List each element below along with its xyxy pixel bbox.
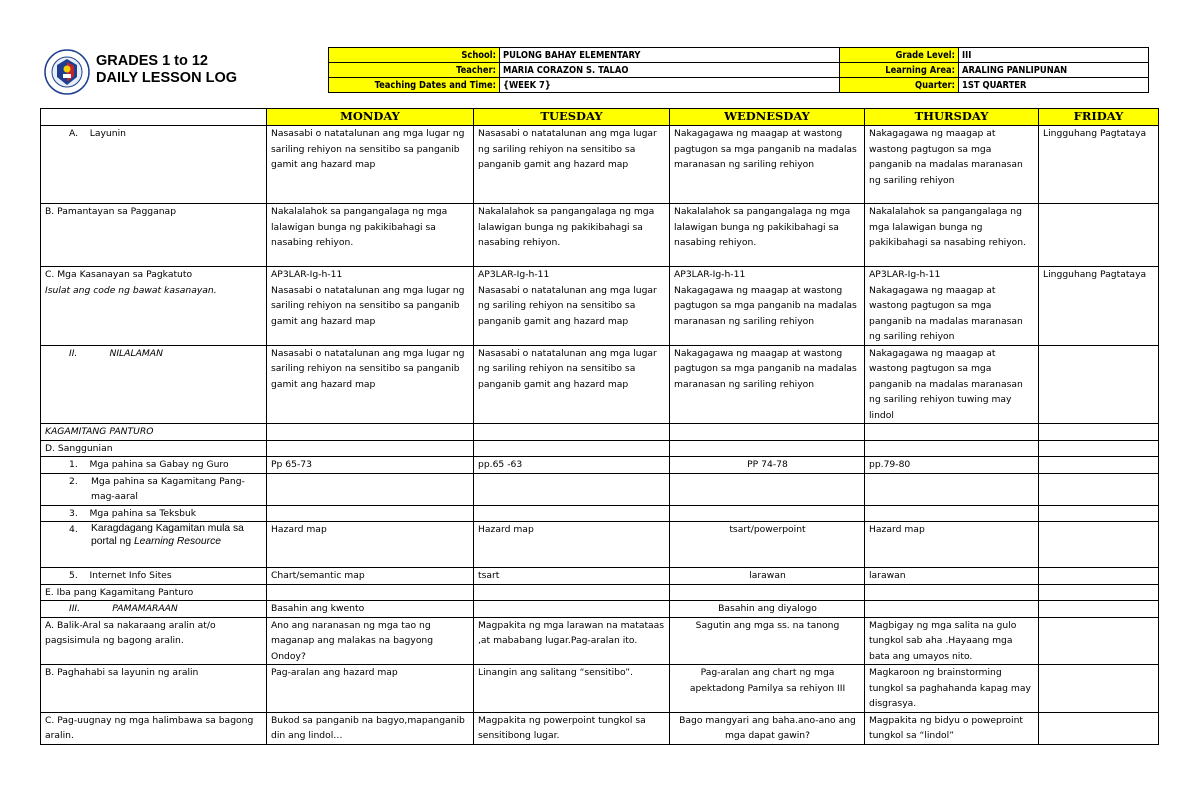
kasanayan-thursday [865, 267, 1039, 346]
balik-aral-tuesday: Magpakita ng mga larawan na matataas ,at mababang lugar.Pag-aralan ito. [474, 617, 670, 665]
sanggunian-wednesday [670, 440, 865, 457]
pag-uugnay-thursday: Magpakita ng bidyu o poweproint tungkol sa “lindol” [865, 712, 1039, 744]
page-title [96, 53, 237, 87]
pag-uugnay-tuesday: Magpakita ng powerpoint tungkol sa sensitibong lugar. [474, 712, 670, 744]
pamantayan-thursday: Nakalalahok sa pangangalaga ng mga lalawigan bunga ng pakikibahagi sa nasabing rehiyon. [865, 204, 1039, 267]
kagamitan-monday [267, 424, 474, 441]
kasanayan-title: C. Mga Kasanayan sa Pagkatuto [45, 269, 193, 280]
pamantayan-monday: Nakalalahok sa pangangalaga ng mga lalawigan bunga ng pakikibahagi sa nasabing rehiyon. [267, 204, 474, 267]
header [40, 45, 1160, 97]
internet-label [41, 568, 267, 585]
gabay-monday: Pp 65-73 [267, 457, 474, 474]
row-internet [41, 568, 1159, 585]
row-iba [41, 584, 1159, 601]
nilalaman-friday [1039, 345, 1159, 424]
kasanayan-tuesday-text: Nasasabi o natatalunan ang mga lugar ng sariling rehiyon na sensitibo sa panganib gamit ang hazard map [478, 284, 657, 327]
teacher-label: Teacher: [329, 63, 500, 78]
pag-uugnay-monday: Bukod sa panganib na bagyo,mapanganib din ang lindol… [267, 712, 474, 744]
layunin-num: A. [69, 128, 79, 139]
kasanayan-subtitle: Isulat ang code ng bawat kasanayan. [45, 284, 217, 296]
layunin-monday: Nasasabi o natatalunan ang mga lugar ng sariling rehiyon na sensitibo sa panganib gamit ang hazard map [267, 126, 474, 204]
quarter-value: 1ST QUARTER [959, 78, 1149, 93]
gabay-label [41, 457, 267, 474]
school-value: PULONG BAHAY ELEMENTARY [500, 48, 840, 63]
karagdagang-text [91, 522, 263, 548]
row-teksbuk [41, 505, 1159, 522]
row-sanggunian [41, 440, 1159, 457]
pamantayan-label: B. Pamantayan sa Pagganap [41, 204, 267, 267]
balik-aral-label: A. Balik-Aral sa nakaraang aralin at/o pagsisimula ng bagong aralin. [41, 617, 267, 665]
karagdagang-text-b: Learning Resource [133, 536, 221, 547]
internet-monday: Chart/semantic map [267, 568, 474, 585]
layunin-label [41, 126, 267, 204]
paghahabi-label: B. Paghahabi sa layunin ng aralin [41, 665, 267, 713]
gabay-num: 1. [69, 459, 78, 470]
nilalaman-label [41, 345, 267, 424]
day-thursday: THURSDAY [865, 109, 1039, 126]
pag-uugnay-label: C. Pag-uugnay ng mga halimbawa sa bagong aralin. [41, 712, 267, 744]
internet-friday [1039, 568, 1159, 585]
kagamitang-pang-tuesday [474, 473, 670, 505]
internet-wednesday: larawan [670, 568, 865, 585]
kagamitan-tuesday [474, 424, 670, 441]
day-wednesday: WEDNESDAY [670, 109, 865, 126]
kasanayan-label [41, 267, 267, 346]
paghahabi-thursday: Magkaroon ng brainstorming tungkol sa paghahanda kapag may disgrasya. [865, 665, 1039, 713]
row-layunin [41, 126, 1159, 204]
kasanayan-thursday-text: Nakagagawa ng maagap at wastong pagtugon sa mga panganib na madalas maranasan ng sariling rehiyon [869, 284, 1023, 342]
kasanayan-monday-text: Nasasabi o natatalunan ang mga lugar ng sariling rehiyon na sensitibo sa panganib gamit ang hazard map [271, 284, 465, 327]
iba-friday [1039, 584, 1159, 601]
kasanayan-tuesday [474, 267, 670, 346]
kagamitan-thursday [865, 424, 1039, 441]
karagdagang-wednesday: tsart/powerpoint [670, 522, 865, 568]
balik-aral-thursday: Magbigay ng mga salita na gulo tungkol sab aha .Hayaang mga bata ang umayos nito. [865, 617, 1039, 665]
pamamaraan-tuesday [474, 601, 670, 618]
days-header-blank [41, 109, 267, 126]
sanggunian-label: D. Sanggunian [41, 440, 267, 457]
layunin-thursday: Nakagagawa ng maagap at wastong pagtugon sa mga panganib na madalas maranasan ng sariling rehiyon [865, 126, 1039, 204]
pag-uugnay-wednesday: Bago mangyari ang baha.ano-ano ang mga dapat gawin? [670, 712, 865, 744]
row-kagamitan [41, 424, 1159, 441]
teksbuk-friday [1039, 505, 1159, 522]
karagdagang-thursday: Hazard map [865, 522, 1039, 568]
kasanayan-monday [267, 267, 474, 346]
karagdagang-tuesday: Hazard map [474, 522, 670, 568]
kasanayan-friday: Lingguhang Pagtataya [1039, 267, 1159, 346]
grade-level-label: Grade Level: [840, 48, 959, 63]
row-pamamaraan [41, 601, 1159, 618]
paghahabi-tuesday: Linangin ang salitang “sensitibo”. [474, 665, 670, 713]
nilalaman-tuesday: Nasasabi o natatalunan ang mga lugar ng sariling rehiyon na sensitibo sa panganib gamit ang hazard map [474, 345, 670, 424]
layunin-text: Layunin [89, 128, 126, 139]
pamamaraan-thursday [865, 601, 1039, 618]
grade-level-value: III [959, 48, 1149, 63]
sanggunian-thursday [865, 440, 1039, 457]
pamamaraan-text: PAMAMARAAN [112, 603, 178, 614]
karagdagang-text-a: Karagdagang Kagamitan mula sa portal ng [91, 523, 244, 547]
kasanayan-code: AP3LAR-Ig-h-11 [869, 269, 941, 280]
kagamitan-friday [1039, 424, 1159, 441]
sanggunian-tuesday [474, 440, 670, 457]
internet-num: 5. [69, 570, 78, 581]
row-balik-aral [41, 617, 1159, 665]
internet-thursday: larawan [865, 568, 1039, 585]
pamamaraan-label [41, 601, 267, 618]
row-pag-uugnay [41, 712, 1159, 744]
lesson-log-table [40, 108, 1159, 745]
layunin-wednesday: Nakagagawa ng maagap at wastong pagtugon sa mga panganib na madalas maranasan ng sariling rehiyon [670, 126, 865, 204]
sanggunian-monday [267, 440, 474, 457]
kasanayan-code: AP3LAR-Ig-h-11 [478, 269, 550, 280]
row-karagdagang [41, 522, 1159, 568]
layunin-friday: Lingguhang Pagtataya [1039, 126, 1159, 204]
row-pamantayan [41, 204, 1159, 267]
deped-seal-icon [44, 49, 90, 95]
iba-wednesday [670, 584, 865, 601]
gabay-tuesday: pp.65 -63 [474, 457, 670, 474]
pamantayan-friday [1039, 204, 1159, 267]
balik-aral-friday [1039, 617, 1159, 665]
gabay-friday [1039, 457, 1159, 474]
day-friday: FRIDAY [1039, 109, 1159, 126]
pamantayan-wednesday: Nakalalahok sa pangangalaga ng mga lalawigan bunga ng pakikibahagi sa nasabing rehiyon. [670, 204, 865, 267]
title-line-1: GRADES 1 to 12 [96, 53, 208, 69]
sanggunian-friday [1039, 440, 1159, 457]
teksbuk-label [41, 505, 267, 522]
day-tuesday: TUESDAY [474, 109, 670, 126]
iba-monday [267, 584, 474, 601]
kagamitan-label: KAGAMITANG PANTURO [41, 424, 267, 441]
days-header-row [41, 109, 1159, 126]
internet-text: Internet Info Sites [89, 570, 172, 581]
teksbuk-text: Mga pahina sa Teksbuk [89, 507, 197, 519]
karagdagang-num: 4. [69, 524, 78, 535]
pamantayan-tuesday: Nakalalahok sa pangangalaga ng mga lalawigan bunga ng pakikibahagi sa nasabing rehiyon. [474, 204, 670, 267]
pamamaraan-friday [1039, 601, 1159, 618]
learning-area-label: Learning Area: [840, 63, 959, 78]
nilalaman-wednesday: Nakagagawa ng maagap at wastong pagtugon sa mga panganib na madalas maranasan ng sariling rehiyon [670, 345, 865, 424]
day-monday: MONDAY [267, 109, 474, 126]
row-kasanayan [41, 267, 1159, 346]
internet-tuesday: tsart [474, 568, 670, 585]
school-label: School: [329, 48, 500, 63]
row-nilalaman [41, 345, 1159, 424]
layunin-tuesday: Nasasabi o natatalunan ang mga lugar ng sariling rehiyon na sensitibo sa panganib gamit ang hazard map [474, 126, 670, 204]
teksbuk-wednesday [670, 505, 865, 522]
paghahabi-friday [1039, 665, 1159, 713]
paghahabi-monday: Pag-aralan ang hazard map [267, 665, 474, 713]
teksbuk-thursday [865, 505, 1039, 522]
pamamaraan-num: III. [69, 603, 81, 614]
kagamitang-pang-text: Mga pahina sa Kagamitang Pang-mag-aaral [91, 475, 245, 502]
balik-aral-wednesday: Sagutin ang mga ss. na tanong [670, 617, 865, 665]
gabay-thursday: pp.79-80 [865, 457, 1039, 474]
gabay-wednesday: PP 74-78 [670, 457, 865, 474]
balik-aral-monday: Ano ang naranasan ng mga tao ng maganap ang malakas na bagyong Ondoy? [267, 617, 474, 665]
teksbuk-tuesday [474, 505, 670, 522]
nilalaman-thursday: Nakagagawa ng maagap at wastong pagtugon sa mga panganib na madalas maranasan ng sariling rehiyon tuwing may lindol [865, 345, 1039, 424]
pag-uugnay-friday [1039, 712, 1159, 744]
kagamitang-pang-num: 2. [69, 475, 78, 487]
teacher-value: MARIA CORAZON S. TALAO [500, 63, 840, 78]
paghahabi-wednesday: Pag-aralan ang chart ng mga apektadong Pamilya sa rehiyon III [670, 665, 865, 713]
kagamitang-pang-wednesday [670, 473, 865, 505]
kagamitan-wednesday [670, 424, 865, 441]
row-gabay [41, 457, 1159, 474]
teaching-dates-value: {WEEK 7} [500, 78, 840, 93]
teksbuk-monday [267, 505, 474, 522]
learning-area-value: ARALING PANLIPUNAN [959, 63, 1149, 78]
teksbuk-num: 3. [69, 507, 78, 519]
quarter-label: Quarter: [840, 78, 959, 93]
karagdagang-friday [1039, 522, 1159, 568]
karagdagang-monday: Hazard map [267, 522, 474, 568]
nilalaman-num: II. [69, 347, 78, 359]
kasanayan-code: AP3LAR-Ig-h-11 [674, 269, 746, 280]
kasanayan-code: AP3LAR-Ig-h-11 [271, 269, 343, 280]
kagamitang-pang-monday [267, 473, 474, 505]
title-line-2: DAILY LESSON LOG [96, 70, 237, 86]
info-table [328, 47, 1149, 93]
iba-tuesday [474, 584, 670, 601]
kagamitang-pang-friday [1039, 473, 1159, 505]
pamamaraan-wednesday: Basahin ang diyalogo [670, 601, 865, 618]
nilalaman-text: NILALAMAN [109, 347, 163, 359]
kasanayan-wednesday-text: Nakagagawa ng maagap at wastong pagtugon sa mga panganib na madalas maranasan ng sariling rehiyon [674, 284, 857, 327]
iba-label: E. Iba pang Kagamitang Panturo [41, 584, 267, 601]
teaching-dates-label: Teaching Dates and Time: [329, 78, 500, 93]
nilalaman-monday: Nasasabi o natatalunan ang mga lugar ng sariling rehiyon na sensitibo sa panganib gamit ang hazard map [267, 345, 474, 424]
gabay-text: Mga pahina sa Gabay ng Guro [89, 459, 229, 470]
kagamitang-pang-label [41, 473, 267, 505]
kasanayan-wednesday [670, 267, 865, 346]
pamamaraan-monday: Basahin ang kwento [267, 601, 474, 618]
row-kagamitang-pang [41, 473, 1159, 505]
karagdagang-label [41, 522, 267, 568]
kagamitang-pang-thursday [865, 473, 1039, 505]
iba-thursday [865, 584, 1039, 601]
row-paghahabi [41, 665, 1159, 713]
